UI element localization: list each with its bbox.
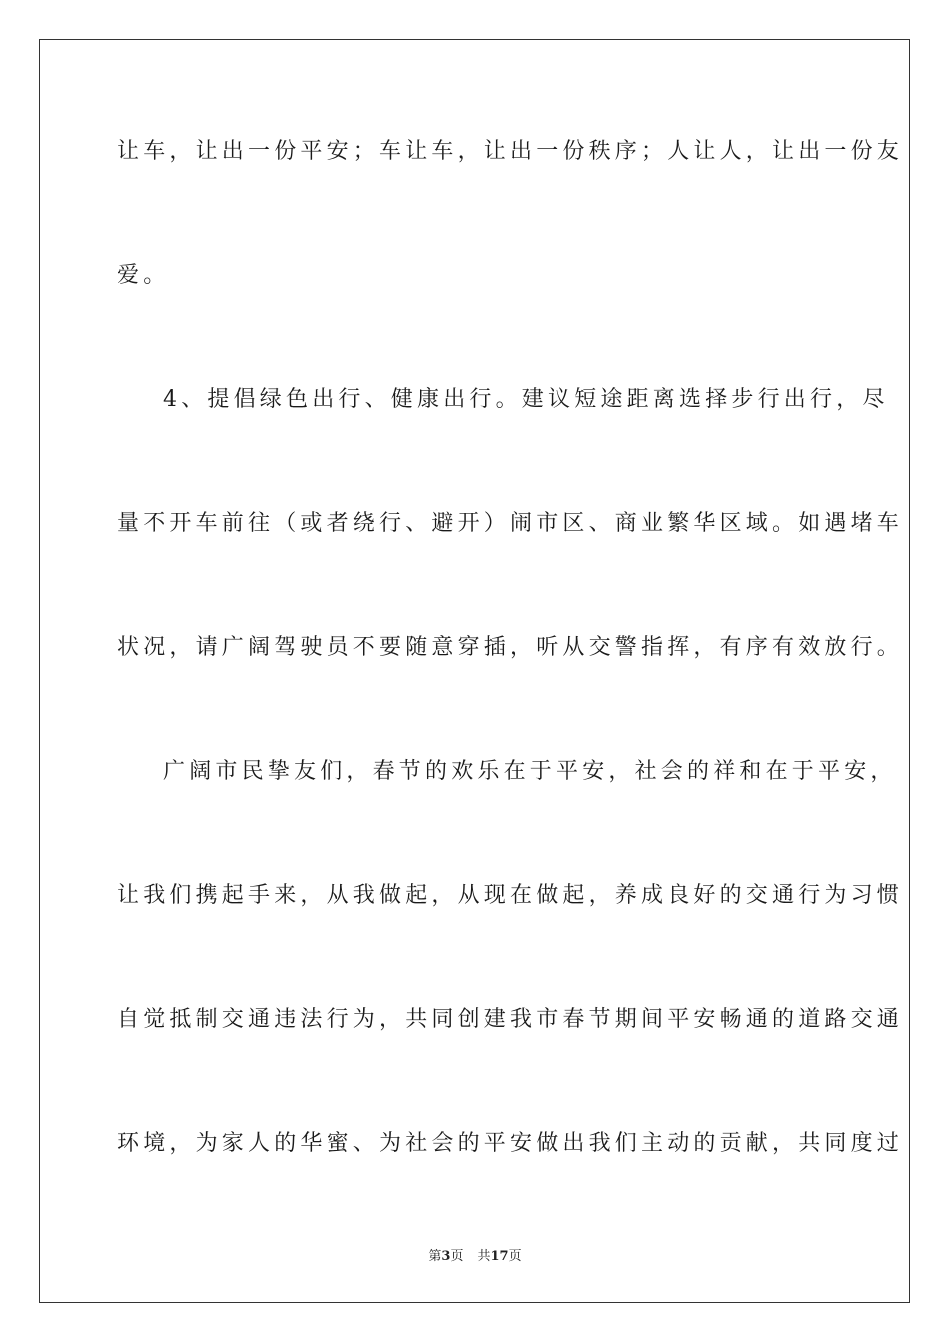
text-line: 让车，让出一份平安；车让车，让出一份秩序；人让人，让出一份友 bbox=[117, 139, 904, 164]
text-line: 量不开车前往（或者绕行、避开）闹市区、商业繁华区域。如遇堵车 bbox=[117, 511, 904, 536]
paragraph-start: 广阔市民挚友们，春节的欢乐在于平安，社会的祥和在于平安， bbox=[163, 759, 897, 784]
text-line: 自觉抵制交通违法行为，共同创建我市春节期间平安畅通的道路交通 bbox=[117, 1007, 904, 1032]
total-pages: 17 bbox=[490, 1249, 509, 1264]
text-line: 爱。 bbox=[117, 263, 170, 288]
page-prefix: 第 bbox=[428, 1249, 442, 1264]
page-border bbox=[39, 39, 910, 1303]
text-line: 环境，为家人的华蜜、为社会的平安做出我们主动的贡献，共同度过 bbox=[117, 1131, 904, 1156]
text-line: 让我们携起手来，从我做起，从现在做起，养成良好的交通行为习惯 bbox=[117, 883, 904, 908]
page-suffix: 页 bbox=[450, 1249, 464, 1264]
page-footer bbox=[0, 1248, 950, 1266]
paragraph-start: 4、提倡绿色出行、健康出行。建议短途距离选择步行出行，尽 bbox=[163, 387, 889, 412]
total-prefix: 共 bbox=[477, 1249, 491, 1264]
page-number: 3 bbox=[441, 1249, 451, 1264]
total-suffix: 页 bbox=[508, 1249, 522, 1264]
text-line: 状况，请广阔驾驶员不要随意穿插，听从交警指挥，有序有效放行。 bbox=[117, 635, 904, 660]
